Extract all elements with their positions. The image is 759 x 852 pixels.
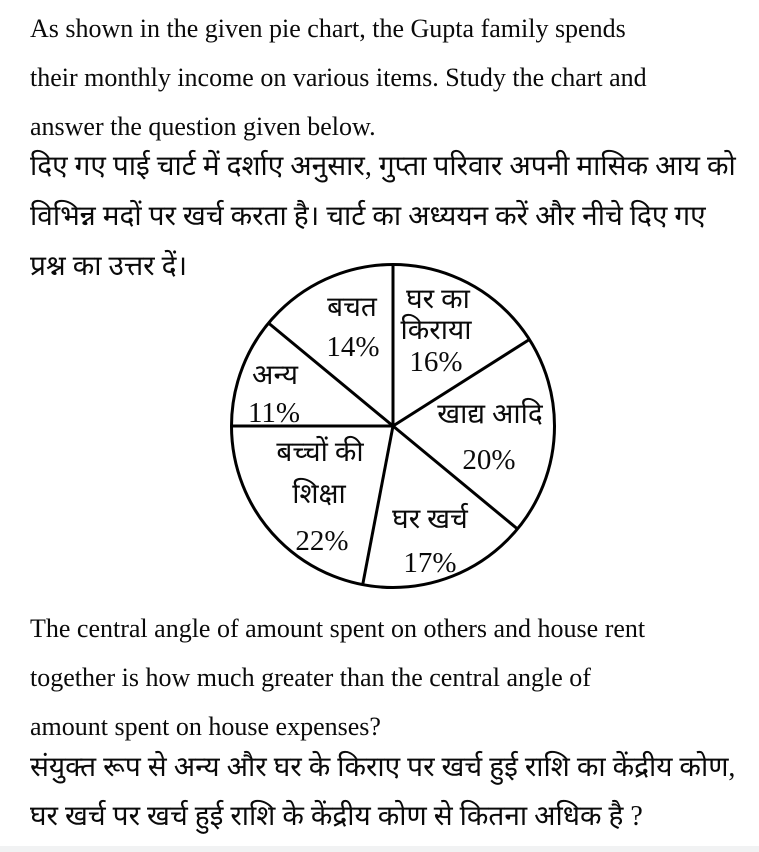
intro-en-line-1: As shown in the given pie chart, the Gupta family spends [30,14,626,43]
pie-label-house-rent-1: घर का [406,284,470,315]
question-en-line-1: The central angle of amount spent on others and house rent [30,614,646,643]
pie-value-savings: 14% [326,331,380,363]
intro-hi-line-1: दिए गए पाई चार्ट में दर्शाए अनुसार, गुप्ता परिवार अपनी मासिक आय को [30,151,736,182]
pie-value-food: 20% [462,444,516,476]
pie-value-house-expenses: 17% [403,547,457,579]
intro-en-line-2: their monthly income on various items. Study the chart and [30,63,647,92]
pie-chart [228,261,558,591]
question-hi-line-2: घर खर्च पर खर्च हुई राशि के केंद्रीय कोण से कितना अधिक है ? [30,801,643,832]
question-en-line-2: together is how much greater than the central angle of [30,663,591,692]
pie-value-others: 11% [247,397,301,429]
pie-label-others: अन्य [252,360,298,391]
intro-hi-line-3: प्रश्न का उत्तर दें। [30,251,188,282]
pie-value-house-rent: 16% [409,346,463,378]
bottom-divider-strip [0,846,759,852]
intro-en-line-3: answer the question given below. [30,112,376,141]
intro-hi-line-2: विभिन्न मदों पर खर्च करता है। चार्ट का अध्ययन करें और नीचे दिए गए [30,201,706,232]
pie-label-children-edu-1: बच्चों की [276,437,364,468]
pie-label-food: खाद्य आदि [437,399,543,430]
question-hi-line-1: संयुक्त रूप से अन्य और घर के किराए पर खर्च हुई राशि का केंद्रीय कोण, [30,752,736,783]
pie-value-children-edu: 22% [295,525,349,557]
pie-label-house-expenses: घर खर्च [392,504,468,535]
pie-label-savings: बचत [327,292,377,323]
question-en-line-3: amount spent on house expenses? [30,712,381,741]
pie-label-children-edu-2: शिक्षा [292,479,346,510]
pie-label-house-rent-2: किराया [400,315,472,346]
